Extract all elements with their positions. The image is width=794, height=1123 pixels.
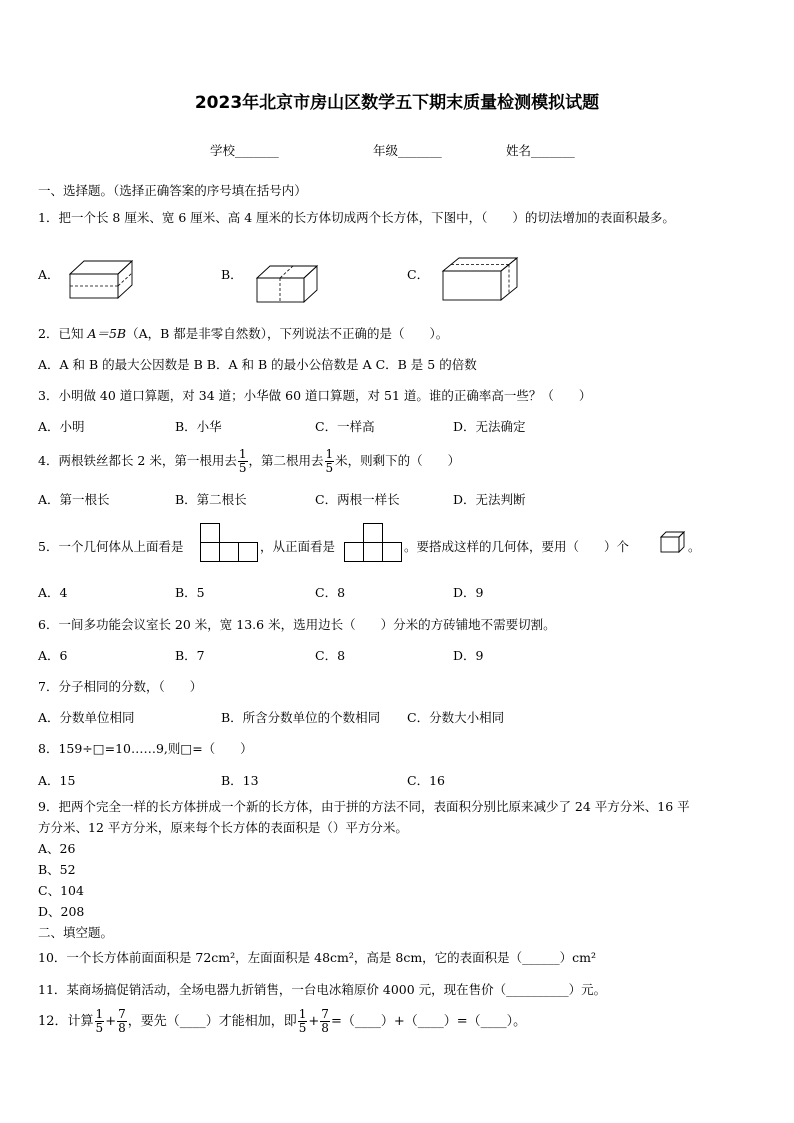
fraction-seven-eighths <box>320 1008 330 1035</box>
cuboid-cut-a-figure <box>70 258 134 300</box>
question-10-stem: 10．一个长方体前面面积是 72cm²，左面面积是 48cm²，高是 8cm，它的表面积是（______）cm² <box>38 950 597 965</box>
question-5-stem-part3: 。要搭成这样的几何体，要用（ ）个 <box>404 539 630 554</box>
page-title: 2023年北京市房山区数学五下期末质量检测模拟试题 <box>194 93 600 113</box>
question-3-option-d: D．无法确定 <box>453 419 526 434</box>
question-3-option-b: B．小华 <box>175 419 222 434</box>
question-6-option-a: A．6 <box>38 648 68 663</box>
fraction-one-fifth <box>238 448 248 475</box>
fraction-numerator: 1 <box>238 447 247 461</box>
fraction-denominator: 8 <box>118 1021 126 1035</box>
question-2-stem-post: （A，B 都是非零自然数），下列说法不正确的是（ ）。 <box>126 326 449 341</box>
fraction-numerator: 7 <box>321 1007 329 1021</box>
question-7-option-b: B．所含分数单位的个数相同 <box>221 710 381 725</box>
fraction-denominator: 5 <box>325 461 334 475</box>
question-5-stem-part1: 5．一个几何体从上面看是 <box>38 539 184 554</box>
question-8-option-b: B．13 <box>221 773 259 788</box>
question-2-options: A．A 和 B 的最大公因数是 B B．A 和 B 的最小公倍数是 A C．B 是 5 的倍数 <box>38 357 477 372</box>
school-field: 学校_______ <box>210 143 279 158</box>
question-1-option-c: C． <box>407 267 430 282</box>
cuboid-cut-b-figure <box>257 264 319 304</box>
question-12-part2: ，要先（____）才能相加，即 <box>127 1014 297 1029</box>
fraction-one-fifth <box>298 1008 308 1035</box>
cube-icon <box>660 531 686 553</box>
fraction-numerator: 1 <box>95 1007 104 1021</box>
question-9-stem-line1: 9．把两个完全一样的长方体拼成一个新的长方体，由于拼的方法不同，表面积分别比原来减少了 24 平方分米、16 平 <box>38 799 690 814</box>
question-3-stem: 3．小明做 40 道口算题，对 34 道；小华做 60 道口算题，对 51 道。谁的正确率高一些？（ ） <box>38 388 592 403</box>
cuboid-cut-c-figure <box>443 256 519 302</box>
question-9-option-b: B、52 <box>38 862 76 877</box>
question-6-option-c: C．8 <box>315 648 346 663</box>
question-7-option-c: C．分数大小相同 <box>407 710 505 725</box>
plus-sign: + <box>308 1014 320 1029</box>
question-7-option-a: A．分数单位相同 <box>38 710 135 725</box>
fraction-numerator: 1 <box>325 447 334 461</box>
question-5-stem-part2: ，从正面看是 <box>260 539 336 554</box>
question-6-stem: 6．一间多功能会议室长 20 米，宽 13.6 米，选用边长（ ）分米的方砖铺地不需要切割。 <box>38 617 556 632</box>
question-7-stem: 7．分子相同的分数，（ ） <box>38 679 203 694</box>
question-2-stem-pre: 2．已知 <box>38 326 88 341</box>
name-field: 姓名_______ <box>506 143 575 158</box>
question-3-option-a: A．小明 <box>38 419 85 434</box>
question-12-part1: 12．计算 <box>38 1014 94 1029</box>
question-4-stem-part3: 米，则剩下的（ ） <box>335 453 461 468</box>
question-5-option-a: A．4 <box>38 585 68 600</box>
question-9-stem-line2: 方分米、12 平方分米，原来每个长方体的表面积是（）平方分米。 <box>38 820 408 835</box>
question-1-option-b: B． <box>221 267 243 282</box>
question-4-option-c: C．两根一样长 <box>315 492 400 507</box>
question-4-stem-part2: ，第二根用去 <box>248 453 324 468</box>
fraction-numerator: 1 <box>298 1007 307 1021</box>
question-4-stem <box>38 444 460 478</box>
fraction-denominator: 5 <box>238 461 247 475</box>
question-3-option-c: C．一样高 <box>315 419 375 434</box>
fraction-denominator: 5 <box>95 1021 104 1035</box>
question-9-option-a: A、26 <box>38 841 76 856</box>
fraction-denominator: 5 <box>298 1021 307 1035</box>
question-6-option-d: D．9 <box>453 648 484 663</box>
question-12-part3: =（____）+（____）=（____）。 <box>330 1014 527 1029</box>
question-4-option-b: B．第二根长 <box>175 492 247 507</box>
plus-sign: + <box>105 1014 117 1029</box>
question-5-option-b: B．5 <box>175 585 205 600</box>
fraction-seven-eighths <box>117 1008 127 1035</box>
question-2-expression: A＝5B <box>87 326 127 341</box>
question-12-stem <box>38 1004 526 1040</box>
question-8-stem: 8．159÷□=10……9,则□=（ ） <box>38 741 253 756</box>
question-9-option-c: C、104 <box>38 883 84 898</box>
section-2-heading: 二、填空题。 <box>38 925 114 940</box>
question-6-option-b: B．7 <box>175 648 205 663</box>
question-1-stem: 1．把一个长 8 厘米、宽 6 厘米、高 4 厘米的长方体切成两个长方体，下图中，（ ）的切法增加的表面积最多。 <box>38 210 675 225</box>
question-5-stem-part4: 。 <box>688 539 701 554</box>
top-view-figure <box>200 523 260 563</box>
fraction-one-fifth <box>95 1008 105 1035</box>
question-4-stem-part1: 4．两根铁丝都长 2 米，第一根用去 <box>38 453 237 468</box>
question-4-option-d: D．无法判断 <box>453 492 526 507</box>
section-1-heading: 一、选择题。（选择正确答案的序号填在括号内） <box>38 183 307 198</box>
question-5-option-d: D．9 <box>453 585 484 600</box>
fraction-numerator: 7 <box>118 1007 126 1021</box>
question-11-stem: 11．某商场搞促销活动，全场电器九折销售，一台电冰箱原价 4000 元，现在售价（__________）元。 <box>38 982 607 997</box>
question-1-option-a: A． <box>38 267 60 282</box>
fraction-one-fifth <box>325 448 335 475</box>
fraction-denominator: 8 <box>321 1021 329 1035</box>
question-5-option-c: C．8 <box>315 585 346 600</box>
question-4-option-a: A．第一根长 <box>38 492 110 507</box>
question-8-option-c: C．16 <box>407 773 445 788</box>
question-8-option-a: A．15 <box>38 773 76 788</box>
question-9-option-d: D、208 <box>38 904 85 919</box>
front-view-figure <box>344 523 404 563</box>
question-2-stem <box>38 324 448 342</box>
grade-field: 年级_______ <box>373 143 442 158</box>
